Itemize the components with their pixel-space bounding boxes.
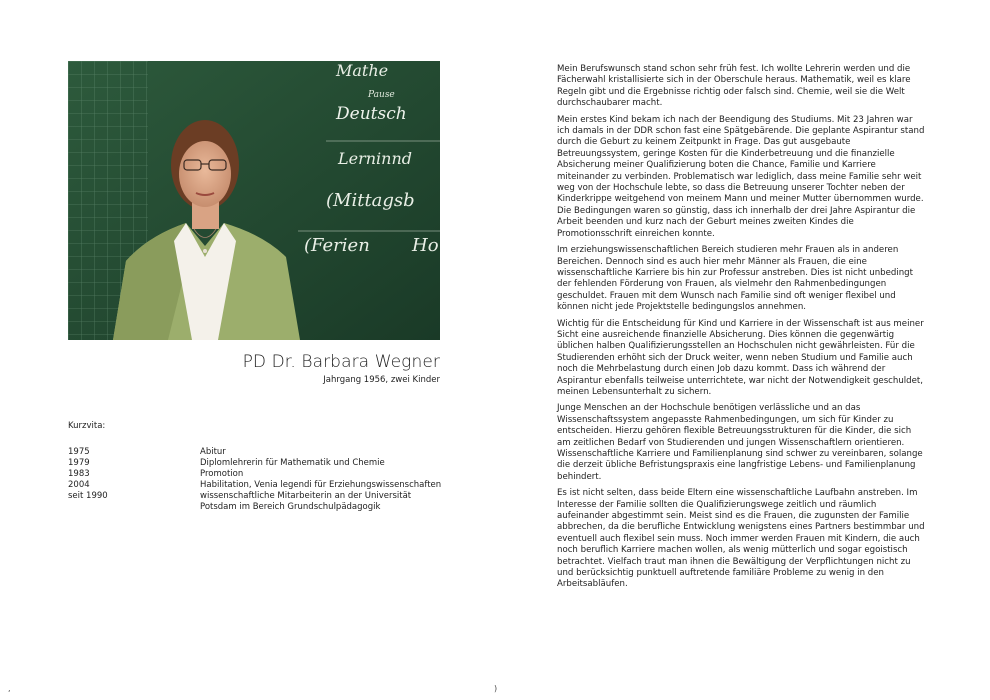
paragraph: Mein erstes Kind bekam ich nach der Beendigung des Studiums. Mit 23 Jahren war ich damals in der DDR schon fast eine Spätgebärende. Die geplante Aspirantur stand durch die Geburt zu keinem Zeitpunkt in Frage. Das gut ausgebaute Betreuungssystem, geringe Kosten für die Kinderbetreuung und die finanzielle Absicherung meiner Qualifizierung boten die Chance, Familie und Karriere miteinander zu verbinden. Problematisch war lediglich, dass meine Familie sehr weit weg von der Hochschule lebte, so dass die Betreuung unserer Tochter neben der Kinderkrippe weitgehend von meinem Mann und meiner Mutter übernommen wurde. Die Bedingungen waren so günstig, dass ich innerhalb der drei Jahre Aspirantur die Arbeit beenden und kurz nach der Geburt meines zweiten Kindes die Promotionsschrift einreichen konnte. [557, 114, 925, 239]
chalk-word: Lerninnd [338, 149, 413, 168]
chalk-word: Deutsch [336, 104, 407, 124]
cv-entry [68, 491, 448, 513]
cv-year: seit 1990 [68, 491, 108, 501]
paragraph: Mein Berufswunsch stand schon sehr früh fest. Ich wollte Lehrerin werden und die Fächerwahl kristallisierte sich in der Oberschule heraus. Mathematik, weil es klare Regeln gibt und die Ergebnisse richtig oder falsch sind. Chemie, weil sie die Welt durchschaubarer macht. [557, 64, 911, 109]
cv-year: 1983 [68, 469, 90, 479]
article-body [557, 64, 927, 596]
chalk-word: (Mittagsb [326, 190, 415, 211]
paragraph: Im erziehungswissenschaftlichen Bereich studieren mehr Frauen als in anderen Bereichen. Dennoch sind es auch hier mehr Männer als Frauen, die eine wissenschaftliche Karriere bis hin zur Professur anstreben. Dies ist nicht unbedingt der fehlenden Förderung von Frauen, als vielmehr den Rahmenbedingungen geschuldet. Frauen mit dem Wunsch nach Familie sind oft weniger flexibel und können nicht jede Projektstelle bedingungslos annehmen. [557, 245, 913, 313]
chalk-word: Ho [412, 235, 439, 256]
cv-year: 1979 [68, 458, 90, 468]
paragraph: Wichtig für die Entscheidung für Kind und Karriere in der Wissenschaft ist aus meiner Sicht eine ausreichende finanzielle Absicherung. Dies können die gegenwärtig üblichen halben Qualifizierungsstellen an Hochschulen nicht gewährleisten. Für die Studierenden erhöht sich der Druck weiter, wenn neben Studium und Familie auch noch die Mehrbelastung durch einen Job dazu kommt. Dass ich während der Aspirantur ebenfalls teilweise unterrichtete, war nicht der Notwendigkeit geschuldet, meinen Lebensunterhalt zu sichern. [557, 318, 924, 397]
page-mark-left: , [8, 684, 11, 693]
cv-year: 2004 [68, 480, 90, 490]
cv-text: Promotion [200, 469, 244, 479]
paragraph: Es ist nicht selten, dass beide Eltern eine wissenschaftliche Laufbahn anstreben. Im Interesse der Familie sollten die Qualifizierungswege zeitlich und räumlich aufeinander abgestimmt sein. Meist sind es die Frauen, die zugunsten der Familie abbrechen, da die berufliche Entwicklung wenigstens eines Partners bestimmbar und eventuell auch flexibel sein muss. Noch immer werden Frauen mit Kindern, die auch noch beruflich Karriere machen wollen, als wenig mütterlich und sogar egoistisch betrachtet. Vielfach traut man ihnen die Bewältigung der Verpflichtungen nicht zu und berücksichtig punktuell auftretende familiäre Probleme zu wenig in den Arbeitsabläufen. [557, 488, 925, 590]
cv-text: Abitur [200, 447, 226, 457]
page-mark-center: ) [494, 684, 498, 693]
chalk-word: Pause [368, 90, 395, 100]
chalk-word: Mathe [336, 61, 389, 80]
person-subtitle: Jahrgang 1956, zwei Kinder [323, 375, 440, 385]
paragraph: Junge Menschen an der Hochschule benötigen verlässliche und an das Wissenschaftssystem angepasste Rahmenbedingungen, um sich für Kinder zu entscheiden. Hierzu gehören flexible Betreuungsstrukturen für die Kinder, die sich am zeitlichen Bedarf von Studierenden und jungen Wissenschaftlern orientieren. Wissenschaftliche Karriere und Familienplanung sind schwer zu vereinbaren, solange die derzeit übliche Befristungspraxis eine langfristige Lebens- und Familienplanung behindert. [557, 403, 923, 482]
person-name: PD Dr. Barbara Wegner [242, 352, 440, 372]
kurzvita-list [68, 447, 448, 513]
cv-entry [68, 469, 448, 480]
portrait-photo [68, 61, 440, 340]
kurzvita-label: Kurzvita: [68, 421, 106, 431]
cv-entry [68, 447, 448, 458]
cv-entry [68, 480, 448, 491]
cv-text: wissenschaftliche Mitarbeiterin an der Universität Potsdam im Bereich Grundschulpädagogik [200, 491, 412, 512]
cv-entry [68, 458, 448, 469]
cv-text: Diplomlehrerin für Mathematik und Chemie [200, 458, 385, 468]
cv-text: Habilitation, Venia legendi für Erziehungswissenschaften [200, 480, 442, 490]
cv-year: 1975 [68, 447, 90, 457]
chalk-word: (Ferien [304, 235, 370, 256]
